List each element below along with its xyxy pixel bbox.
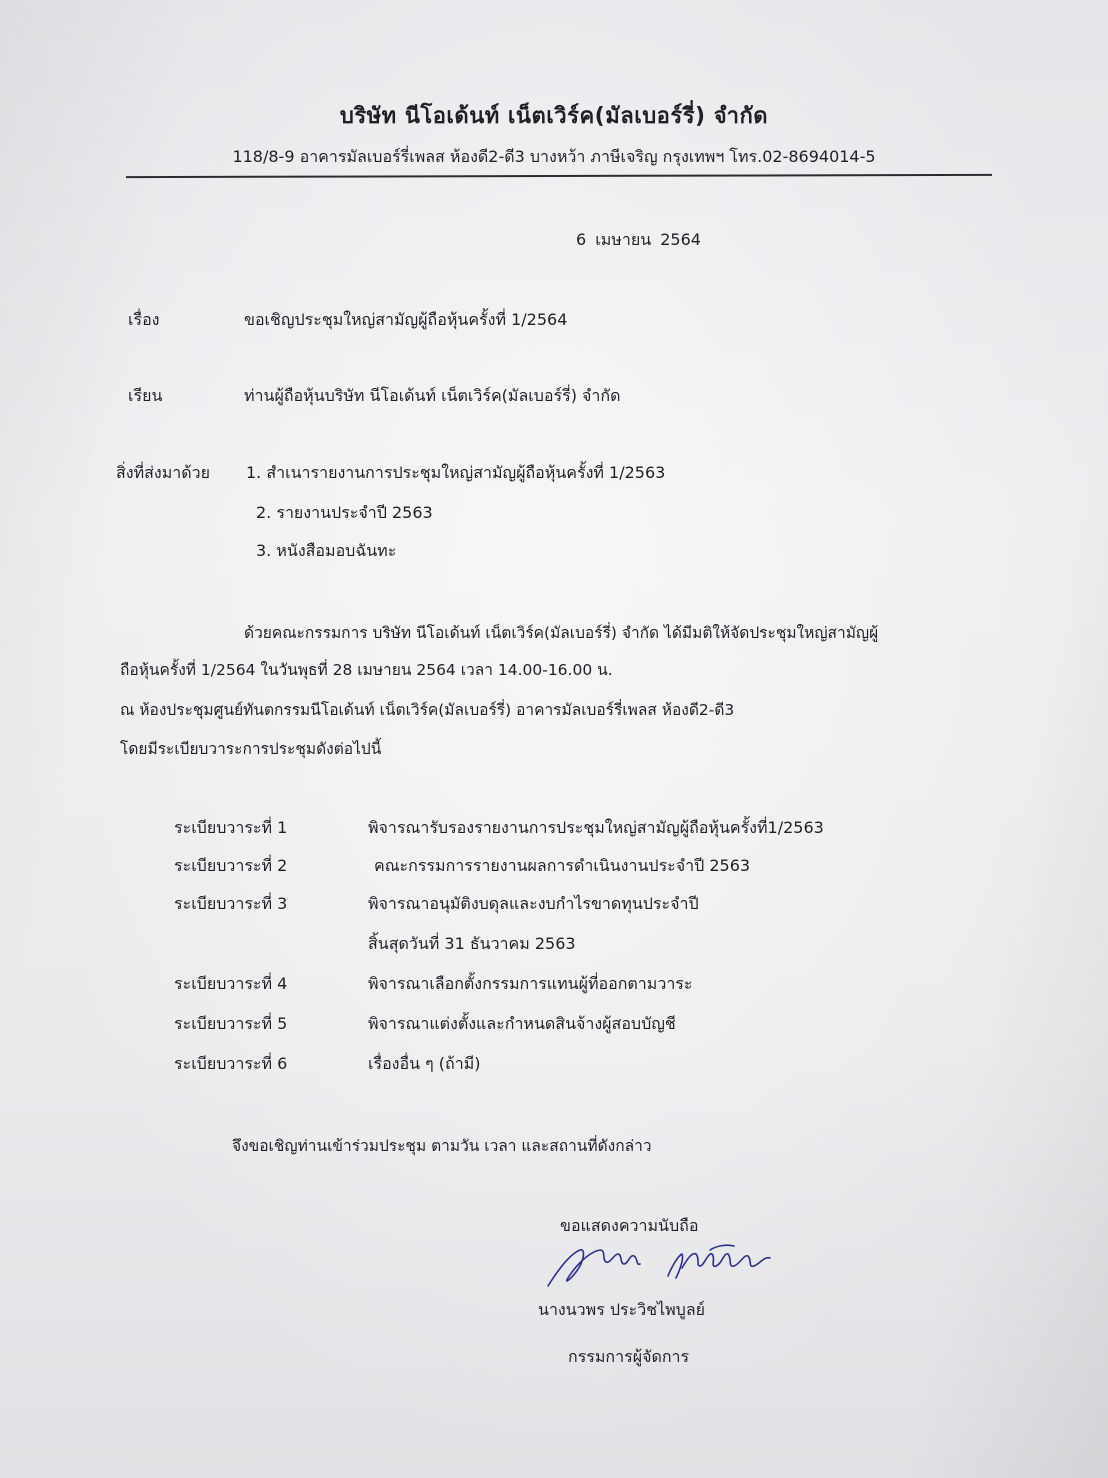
agenda-item-label: ระเบียบวาระที่ 4 — [174, 974, 288, 993]
agenda-item-text: พิจารณารับรองรายงานการประชุมใหญ่สามัญผู้ถือหุ้นครั้งที่1/2563 — [368, 818, 824, 837]
body-paragraph-line: ถือหุ้นครั้งที่ 1/2564 ในวันพุธที่ 28 เมษายน 2564 เวลา 14.00-16.00 น. — [120, 661, 613, 679]
signatory-position: กรรมการผู้จัดการ — [568, 1347, 690, 1366]
agenda-item-label: ระเบียบวาระที่ 2 — [174, 856, 288, 875]
enclosure-item: 2. รายงานประจำปี 2563 — [256, 503, 433, 522]
salutation: ขอแสดงความนับถือ — [560, 1216, 699, 1235]
agenda-item-label: ระเบียบวาระที่ 6 — [174, 1054, 288, 1073]
signatory-name: นางนวพร ประวิชไพบูลย์ — [538, 1300, 705, 1319]
enclosure-item: 1. สำเนารายงานการประชุมใหญ่สามัญผู้ถือหุ้นครั้งที่ 1/2563 — [246, 463, 666, 482]
header-divider — [126, 174, 992, 178]
body-paragraph-line: โดยมีระเบียบวาระการประชุมดังต่อไปนี้ — [120, 740, 382, 758]
agenda-item-text: พิจารณาแต่งตั้งและกำหนดสินจ้างผู้สอบบัญชี — [368, 1014, 676, 1033]
body-paragraph-line: ณ ห้องประชุมศูนย์ทันตกรรมนีโอเด้นท์ เน็ตเวิร์ค(มัลเบอร์รี่) อาคารมัลเบอร์รี่เพลส ห้องดี2-ดี3 — [120, 701, 735, 719]
enclosures-label: สิ่งที่ส่งมาด้วย — [116, 463, 210, 482]
agenda-item-text-continued: สิ้นสุดวันที่ 31 ธันวาคม 2563 — [368, 934, 576, 953]
agenda-item-label: ระเบียบวาระที่ 5 — [174, 1014, 288, 1033]
agenda-item-text: พิจารณาอนุมัติงบดุลและงบกำไรขาดทุนประจำปี — [368, 894, 699, 913]
subject-label: เรื่อง — [128, 310, 160, 329]
agenda-item-text: เรื่องอื่น ๆ (ถ้ามี) — [368, 1054, 481, 1073]
agenda-item-label: ระเบียบวาระที่ 3 — [174, 894, 288, 913]
recipient-label: เรียน — [128, 386, 163, 405]
body-paragraph-line: ด้วยคณะกรรมการ บริษัท นีโอเด้นท์ เน็ตเวิร์ค(มัลเบอร์รี่) จำกัด ได้มีมติให้จัดประชุมใหญ่สามัญผู้ — [244, 624, 879, 642]
company-name: บริษัท นีโอเด้นท์ เน็ตเวิร์ค(มัลเบอร์รี่) จำกัด — [339, 104, 769, 129]
agenda-item-text: คณะกรรมการรายงานผลการดำเนินงานประจำปี 2563 — [374, 856, 751, 875]
letter-date: 6 เมษายน 2564 — [576, 230, 701, 249]
recipient-value: ท่านผู้ถือหุ้นบริษัท นีโอเด้นท์ เน็ตเวิร์ค(มัลเบอร์รี่) จำกัด — [244, 386, 621, 405]
enclosure-item: 3. หนังสือมอบฉันทะ — [256, 541, 397, 560]
company-address: 118/8-9 อาคารมัลเบอร์รี่เพลส ห้องดี2-ดี3 บางหว้า ภาษีเจริญ กรุงเทพฯ โทร.02-8694014-5 — [232, 147, 876, 166]
closing-sentence: จึงขอเชิญท่านเข้าร่วมประชุม ตามวัน เวลา และสถานที่ดังกล่าว — [232, 1137, 652, 1155]
subject-value: ขอเชิญประชุมใหญ่สามัญผู้ถือหุ้นครั้งที่ 1/2564 — [244, 310, 568, 329]
agenda-item-text: พิจารณาเลือกตั้งกรรมการแทนผู้ที่ออกตามวาระ — [368, 974, 693, 993]
handwritten-signature — [540, 1228, 780, 1300]
agenda-item-label: ระเบียบวาระที่ 1 — [174, 818, 288, 837]
